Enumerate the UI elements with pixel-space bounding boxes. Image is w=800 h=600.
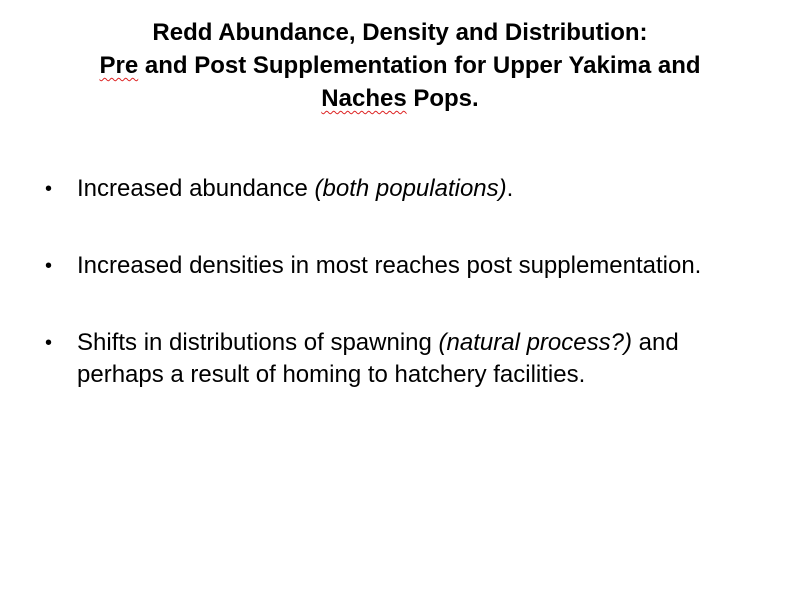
bullet-text: Shifts in distributions of spawning (77, 329, 439, 356)
bullet-italic-text: (both populations) (314, 175, 507, 202)
bullet-text-after: and perhaps a result of homing to hatchery facilities. (77, 329, 679, 388)
bullet-item (45, 250, 765, 282)
title-line-3 (40, 82, 760, 115)
title-line-2 (40, 49, 760, 82)
title-line-2-rest: and Post Supplementation for Upper Yakima and (138, 52, 701, 79)
bullet-text: Increased densities in most reaches post supplementation. (77, 252, 702, 279)
bullet-list (45, 173, 765, 436)
title-word-pre: Pre (99, 52, 139, 79)
title-line-1: Redd Abundance, Density and Distribution: (152, 19, 648, 46)
slide-title (40, 16, 760, 115)
bullet-icon: • (45, 255, 53, 277)
title-line-3-rest: Pops. (406, 85, 479, 112)
bullet-icon: • (45, 178, 53, 200)
bullet-text: Increased abundance (77, 175, 315, 202)
bullet-italic-text: (natural process?) (438, 329, 632, 356)
bullet-item (45, 327, 765, 391)
bullet-icon: • (45, 332, 53, 354)
bullet-text-after: . (506, 175, 514, 202)
title-word-naches: Naches (321, 85, 407, 112)
bullet-item (45, 173, 765, 205)
